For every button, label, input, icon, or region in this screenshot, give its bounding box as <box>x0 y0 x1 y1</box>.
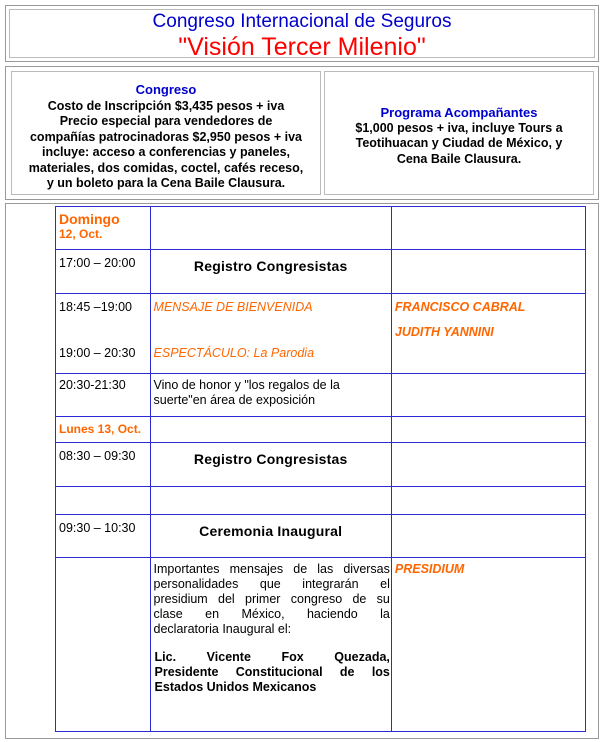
congreso-line: incluye: acceso a conferencias y paneles, <box>41 145 291 159</box>
table-row <box>56 558 586 732</box>
time-cell <box>56 515 151 558</box>
time-cell <box>56 443 151 487</box>
event-line: Vino de honor y "los regalos de la <box>153 378 340 392</box>
time-text: 09:30 – 10:30 <box>59 521 136 535</box>
event-cell <box>150 374 391 417</box>
table-row <box>56 487 586 515</box>
speaker-name: FRANCISCO CABRAL <box>394 300 526 314</box>
event-line: declaratoria Inaugural el: <box>153 622 292 636</box>
event-line: clase en México, haciendo la <box>153 607 390 621</box>
day-cell <box>56 207 151 250</box>
empty-cell <box>391 515 585 558</box>
congreso-line: compañías patrocinadoras $2,950 pesos + iva <box>29 129 302 144</box>
day-name: Domingo <box>59 211 120 227</box>
acompanantes-pricing <box>324 71 594 195</box>
empty-cell <box>150 487 391 515</box>
congress-title: Congreso Internacional de Seguros <box>152 11 452 32</box>
header-inner <box>9 9 595 61</box>
event-line: Importantes mensajes de las diversas <box>153 562 390 576</box>
congreso-line: Precio especial para vendedores de <box>59 114 273 128</box>
day-date: 12, Oct. <box>59 227 103 241</box>
time-text: 17:00 – 20:00 <box>59 256 136 270</box>
time-cell <box>56 294 151 374</box>
header-box <box>5 5 599 62</box>
speaker-name: JUDITH YANNINI <box>394 325 494 339</box>
congress-subtitle: "Visión Tercer Milenio" <box>178 33 426 61</box>
table-row <box>56 443 586 487</box>
day-label: Lunes 13, Oct. <box>59 422 142 436</box>
time-text: 18:45 –19:00 <box>59 300 132 314</box>
event-line: presidium del primer congreso de su <box>153 592 390 606</box>
time-text: 19:00 – 20:30 <box>59 346 136 360</box>
schedule-table <box>55 206 586 732</box>
empty-cell <box>150 207 391 250</box>
table-row <box>56 417 586 443</box>
speaker-cell <box>391 294 585 374</box>
empty-cell <box>391 207 585 250</box>
empty-cell <box>150 417 391 443</box>
congreso-line: Costo de Inscripción $3,435 pesos + iva <box>47 98 285 113</box>
event-cell <box>150 443 391 487</box>
day-cell <box>56 417 151 443</box>
event-cell <box>150 250 391 294</box>
event-line: Lic. Vicente Fox Quezada, <box>154 650 390 664</box>
schedule-box <box>5 203 599 739</box>
event-line: Presidente Constitucional de los <box>154 665 390 679</box>
event-title: Registro Congresistas <box>193 258 348 274</box>
time-text: 08:30 – 09:30 <box>59 449 136 463</box>
event-cell <box>150 558 391 732</box>
empty-cell <box>56 558 151 732</box>
speaker-name: PRESIDIUM <box>394 562 465 576</box>
empty-cell <box>391 374 585 417</box>
congreso-details <box>12 98 320 192</box>
empty-cell <box>391 250 585 294</box>
empty-cell <box>56 487 151 515</box>
event-cell <box>150 515 391 558</box>
event-title: Registro Congresistas <box>193 451 348 467</box>
table-row <box>56 207 586 250</box>
event-cell <box>150 294 391 374</box>
acompanantes-line: Teotihuacan y Ciudad de México, y <box>355 136 563 150</box>
table-row <box>56 294 586 374</box>
event-line: personalidades que integrarán el <box>153 577 390 591</box>
pricing-box <box>5 66 599 200</box>
event-title: MENSAJE DE BIENVENIDA <box>153 300 313 314</box>
president-name <box>151 637 391 695</box>
event-description <box>151 374 391 408</box>
event-title: Ceremonia Inaugural <box>199 523 343 539</box>
time-cell <box>56 374 151 417</box>
table-row <box>56 250 586 294</box>
table-row <box>56 374 586 417</box>
time-cell <box>56 250 151 294</box>
congreso-pricing <box>11 71 321 195</box>
congreso-title: Congreso <box>135 82 197 97</box>
speaker-cell <box>391 558 585 732</box>
table-row <box>56 515 586 558</box>
empty-cell <box>391 417 585 443</box>
acompanantes-line: $1,000 pesos + iva, incluye Tours a <box>355 120 563 135</box>
acompanantes-title: Programa Acompañantes <box>380 105 538 120</box>
event-line: suerte"en área de exposición <box>153 393 316 407</box>
congreso-line: y un boleto para la Cena Baile Clausura. <box>46 176 286 190</box>
empty-cell <box>391 487 585 515</box>
empty-cell <box>391 443 585 487</box>
event-line: Estados Unidos Mexicanos <box>154 680 317 694</box>
congreso-line: materiales, dos comidas, coctel, cafés receso, <box>28 160 304 175</box>
time-text: 20:30-21:30 <box>59 378 126 392</box>
acompanantes-line: Cena Baile Clausura. <box>396 151 522 166</box>
event-description <box>151 558 391 637</box>
event-title: ESPECTÁCULO: La Parodia <box>153 346 315 360</box>
